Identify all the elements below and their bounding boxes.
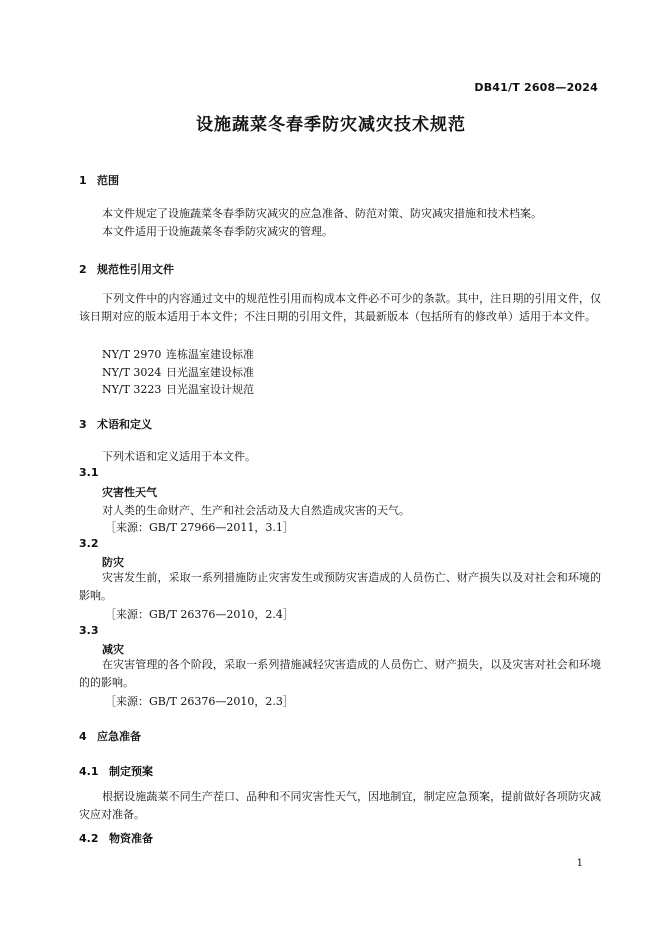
subsection-title: 制定预案 bbox=[109, 765, 153, 778]
term-number: 3.2 bbox=[79, 537, 99, 550]
emergency-plan-paragraph: 根据设施蔬菜不同生产茬口、品种和不同灾害性天气，因地制宜，制定应急预案，提前做好各项防灾减灾应对准备。 bbox=[79, 790, 601, 821]
reference-item bbox=[102, 364, 254, 380]
terms-intro: 下列术语和定义适用于本文件。 bbox=[102, 450, 256, 463]
reference-item bbox=[102, 381, 254, 397]
term-number: 3.3 bbox=[79, 624, 99, 637]
term-source: ［来源：GB/T 27966—2011，3.1］ bbox=[105, 521, 294, 534]
normative-references-intro: 下列文件中的内容通过文中的规范性引用而构成本文件必不可少的条款。其中，注日期的引用文件，仅该日期对应的版本适用于本文件；不注日期的引用文件，其最新版本（包括所有的修改单）适用于本文件。 bbox=[79, 292, 601, 323]
term-name: 灾害性天气 bbox=[102, 486, 157, 499]
reference-title: 日光温室设计规范 bbox=[166, 383, 254, 396]
document-code: DB41/T 2608—2024 bbox=[474, 81, 598, 94]
section-number: 1 bbox=[79, 174, 87, 187]
reference-title: 连栋温室建设标准 bbox=[166, 348, 254, 361]
document-title: 设施蔬菜冬春季防灾减灾技术规范 bbox=[196, 115, 466, 135]
section-number: 4 bbox=[79, 730, 87, 743]
section-title: 术语和定义 bbox=[97, 418, 152, 431]
section-number: 3 bbox=[79, 418, 87, 431]
reference-title: 日光温室建设标准 bbox=[166, 366, 254, 379]
term-definition: 对人类的生命财产、生产和社会活动及大自然造成灾害的天气。 bbox=[102, 504, 410, 517]
section-title: 应急准备 bbox=[97, 730, 141, 743]
section-1-heading bbox=[79, 172, 119, 188]
term-number: 3.1 bbox=[79, 466, 99, 479]
term-source: ［来源：GB/T 26376—2010，2.3］ bbox=[105, 695, 294, 708]
section-3-heading bbox=[79, 416, 152, 432]
term-source: ［来源：GB/T 26376—2010，2.4］ bbox=[105, 608, 294, 621]
term-name: 减灾 bbox=[102, 643, 124, 656]
scope-paragraph-1: 本文件规定了设施蔬菜冬春季防灾减灾的应急准备、防范对策、防灾减灾措施和技术档案。 bbox=[102, 207, 542, 220]
subsection-number: 4.1 bbox=[79, 765, 99, 778]
page-number: 1 bbox=[576, 858, 583, 869]
reference-code: NY/T 2970 bbox=[102, 348, 162, 361]
subsection-4-1-heading bbox=[79, 763, 153, 779]
subsection-title: 物资准备 bbox=[109, 832, 153, 845]
reference-item bbox=[102, 346, 254, 362]
section-number: 2 bbox=[79, 263, 87, 276]
scope-paragraph-2: 本文件适用于设施蔬菜冬春季防灾减灾的管理。 bbox=[102, 225, 333, 238]
section-title: 规范性引用文件 bbox=[97, 263, 174, 276]
term-definition: 在灾害管理的各个阶段，采取一系列措施减轻灾害造成的人员伤亡、财产损失，以及灾害对社会和环境的的影响。 bbox=[79, 658, 601, 689]
subsection-4-2-heading bbox=[79, 830, 153, 846]
section-title: 范围 bbox=[97, 174, 119, 187]
section-4-heading bbox=[79, 728, 141, 744]
section-2-heading bbox=[79, 261, 174, 277]
reference-code: NY/T 3024 bbox=[102, 366, 162, 379]
reference-code: NY/T 3223 bbox=[102, 383, 162, 396]
subsection-number: 4.2 bbox=[79, 832, 99, 845]
term-definition: 灾害发生前，采取一系列措施防止灾害发生或预防灾害造成的人员伤亡、财产损失以及对社会和环境的影响。 bbox=[79, 571, 601, 602]
term-name: 防灾 bbox=[102, 556, 124, 569]
